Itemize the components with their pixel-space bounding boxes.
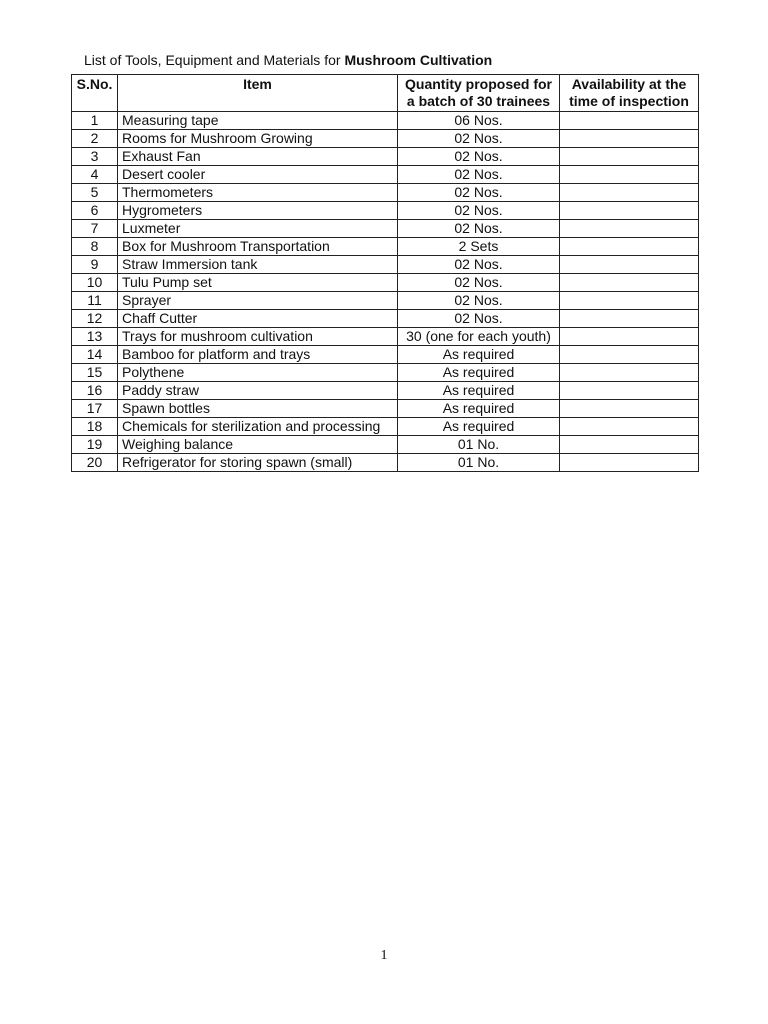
header-item: Item — [118, 75, 398, 112]
cell-quantity: 02 Nos. — [398, 310, 560, 328]
cell-availability — [560, 274, 699, 292]
cell-sno: 13 — [72, 328, 118, 346]
cell-item: Refrigerator for storing spawn (small) — [118, 454, 398, 472]
cell-quantity: 02 Nos. — [398, 166, 560, 184]
table-row — [72, 274, 699, 292]
table-row — [72, 220, 699, 238]
cell-sno: 3 — [72, 148, 118, 166]
cell-item: Polythene — [118, 364, 398, 382]
cell-availability — [560, 112, 699, 130]
cell-sno: 10 — [72, 274, 118, 292]
cell-item: Trays for mushroom cultivation — [118, 328, 398, 346]
table-row — [72, 184, 699, 202]
cell-sno: 20 — [72, 454, 118, 472]
table-row — [72, 382, 699, 400]
table-row — [72, 292, 699, 310]
tools-table — [71, 74, 699, 472]
cell-item: Hygrometers — [118, 202, 398, 220]
table-row — [72, 256, 699, 274]
table-body — [72, 112, 699, 472]
cell-quantity: 2 Sets — [398, 238, 560, 256]
header-availability: Availability at the time of inspection — [560, 75, 699, 112]
header-sno: S.No. — [72, 75, 118, 112]
cell-sno: 14 — [72, 346, 118, 364]
cell-sno: 1 — [72, 112, 118, 130]
cell-quantity: As required — [398, 418, 560, 436]
cell-quantity: As required — [398, 346, 560, 364]
cell-availability — [560, 328, 699, 346]
cell-item: Paddy straw — [118, 382, 398, 400]
table-header-row — [72, 75, 699, 112]
cell-availability — [560, 148, 699, 166]
cell-availability — [560, 238, 699, 256]
cell-item: Chaff Cutter — [118, 310, 398, 328]
page-title-prefix: List of Tools, Equipment and Materials for — [84, 52, 345, 68]
cell-sno: 12 — [72, 310, 118, 328]
cell-quantity: 01 No. — [398, 436, 560, 454]
cell-sno: 5 — [72, 184, 118, 202]
table-row — [72, 166, 699, 184]
cell-availability — [560, 454, 699, 472]
cell-availability — [560, 202, 699, 220]
cell-quantity: 06 Nos. — [398, 112, 560, 130]
cell-availability — [560, 310, 699, 328]
cell-quantity: As required — [398, 382, 560, 400]
cell-sno: 7 — [72, 220, 118, 238]
cell-item: Thermometers — [118, 184, 398, 202]
cell-sno: 4 — [72, 166, 118, 184]
cell-quantity: 01 No. — [398, 454, 560, 472]
cell-item: Box for Mushroom Transportation — [118, 238, 398, 256]
cell-quantity: 02 Nos. — [398, 184, 560, 202]
cell-item: Tulu Pump set — [118, 274, 398, 292]
cell-sno: 18 — [72, 418, 118, 436]
table-row — [72, 418, 699, 436]
header-quantity: Quantity proposed for a batch of 30 trainees — [398, 75, 560, 112]
cell-availability — [560, 184, 699, 202]
page-title — [84, 52, 492, 68]
table-row — [72, 238, 699, 256]
page-number: 1 — [380, 948, 388, 963]
cell-item: Desert cooler — [118, 166, 398, 184]
table-row — [72, 130, 699, 148]
cell-availability — [560, 220, 699, 238]
cell-item: Luxmeter — [118, 220, 398, 238]
table-row — [72, 148, 699, 166]
table-row — [72, 346, 699, 364]
cell-quantity: 02 Nos. — [398, 130, 560, 148]
cell-item: Sprayer — [118, 292, 398, 310]
cell-item: Spawn bottles — [118, 400, 398, 418]
cell-sno: 8 — [72, 238, 118, 256]
cell-availability — [560, 256, 699, 274]
table-row — [72, 310, 699, 328]
cell-quantity: 02 Nos. — [398, 256, 560, 274]
cell-item: Straw Immersion tank — [118, 256, 398, 274]
table-row — [72, 400, 699, 418]
cell-item: Chemicals for sterilization and processing — [118, 418, 398, 436]
page-title-bold: Mushroom Cultivation — [344, 52, 493, 68]
cell-quantity: 02 Nos. — [398, 220, 560, 238]
cell-quantity: As required — [398, 400, 560, 418]
cell-availability — [560, 292, 699, 310]
cell-availability — [560, 436, 699, 454]
cell-item: Weighing balance — [118, 436, 398, 454]
cell-availability — [560, 166, 699, 184]
cell-quantity: 30 (one for each youth) — [398, 328, 560, 346]
cell-availability — [560, 364, 699, 382]
cell-item: Exhaust Fan — [118, 148, 398, 166]
table-row — [72, 328, 699, 346]
cell-quantity: 02 Nos. — [398, 274, 560, 292]
cell-sno: 19 — [72, 436, 118, 454]
table-row — [72, 112, 699, 130]
table-row — [72, 202, 699, 220]
table-row — [72, 436, 699, 454]
cell-quantity: 02 Nos. — [398, 292, 560, 310]
cell-item: Rooms for Mushroom Growing — [118, 130, 398, 148]
cell-availability — [560, 400, 699, 418]
cell-sno: 9 — [72, 256, 118, 274]
cell-item: Bamboo for platform and trays — [118, 346, 398, 364]
cell-availability — [560, 418, 699, 436]
cell-sno: 15 — [72, 364, 118, 382]
cell-quantity: As required — [398, 364, 560, 382]
cell-sno: 2 — [72, 130, 118, 148]
cell-sno: 17 — [72, 400, 118, 418]
cell-sno: 11 — [72, 292, 118, 310]
cell-quantity: 02 Nos. — [398, 148, 560, 166]
cell-availability — [560, 130, 699, 148]
cell-sno: 6 — [72, 202, 118, 220]
cell-availability — [560, 346, 699, 364]
cell-availability — [560, 382, 699, 400]
table-row — [72, 454, 699, 472]
cell-sno: 16 — [72, 382, 118, 400]
cell-item: Measuring tape — [118, 112, 398, 130]
table-row — [72, 364, 699, 382]
cell-quantity: 02 Nos. — [398, 202, 560, 220]
